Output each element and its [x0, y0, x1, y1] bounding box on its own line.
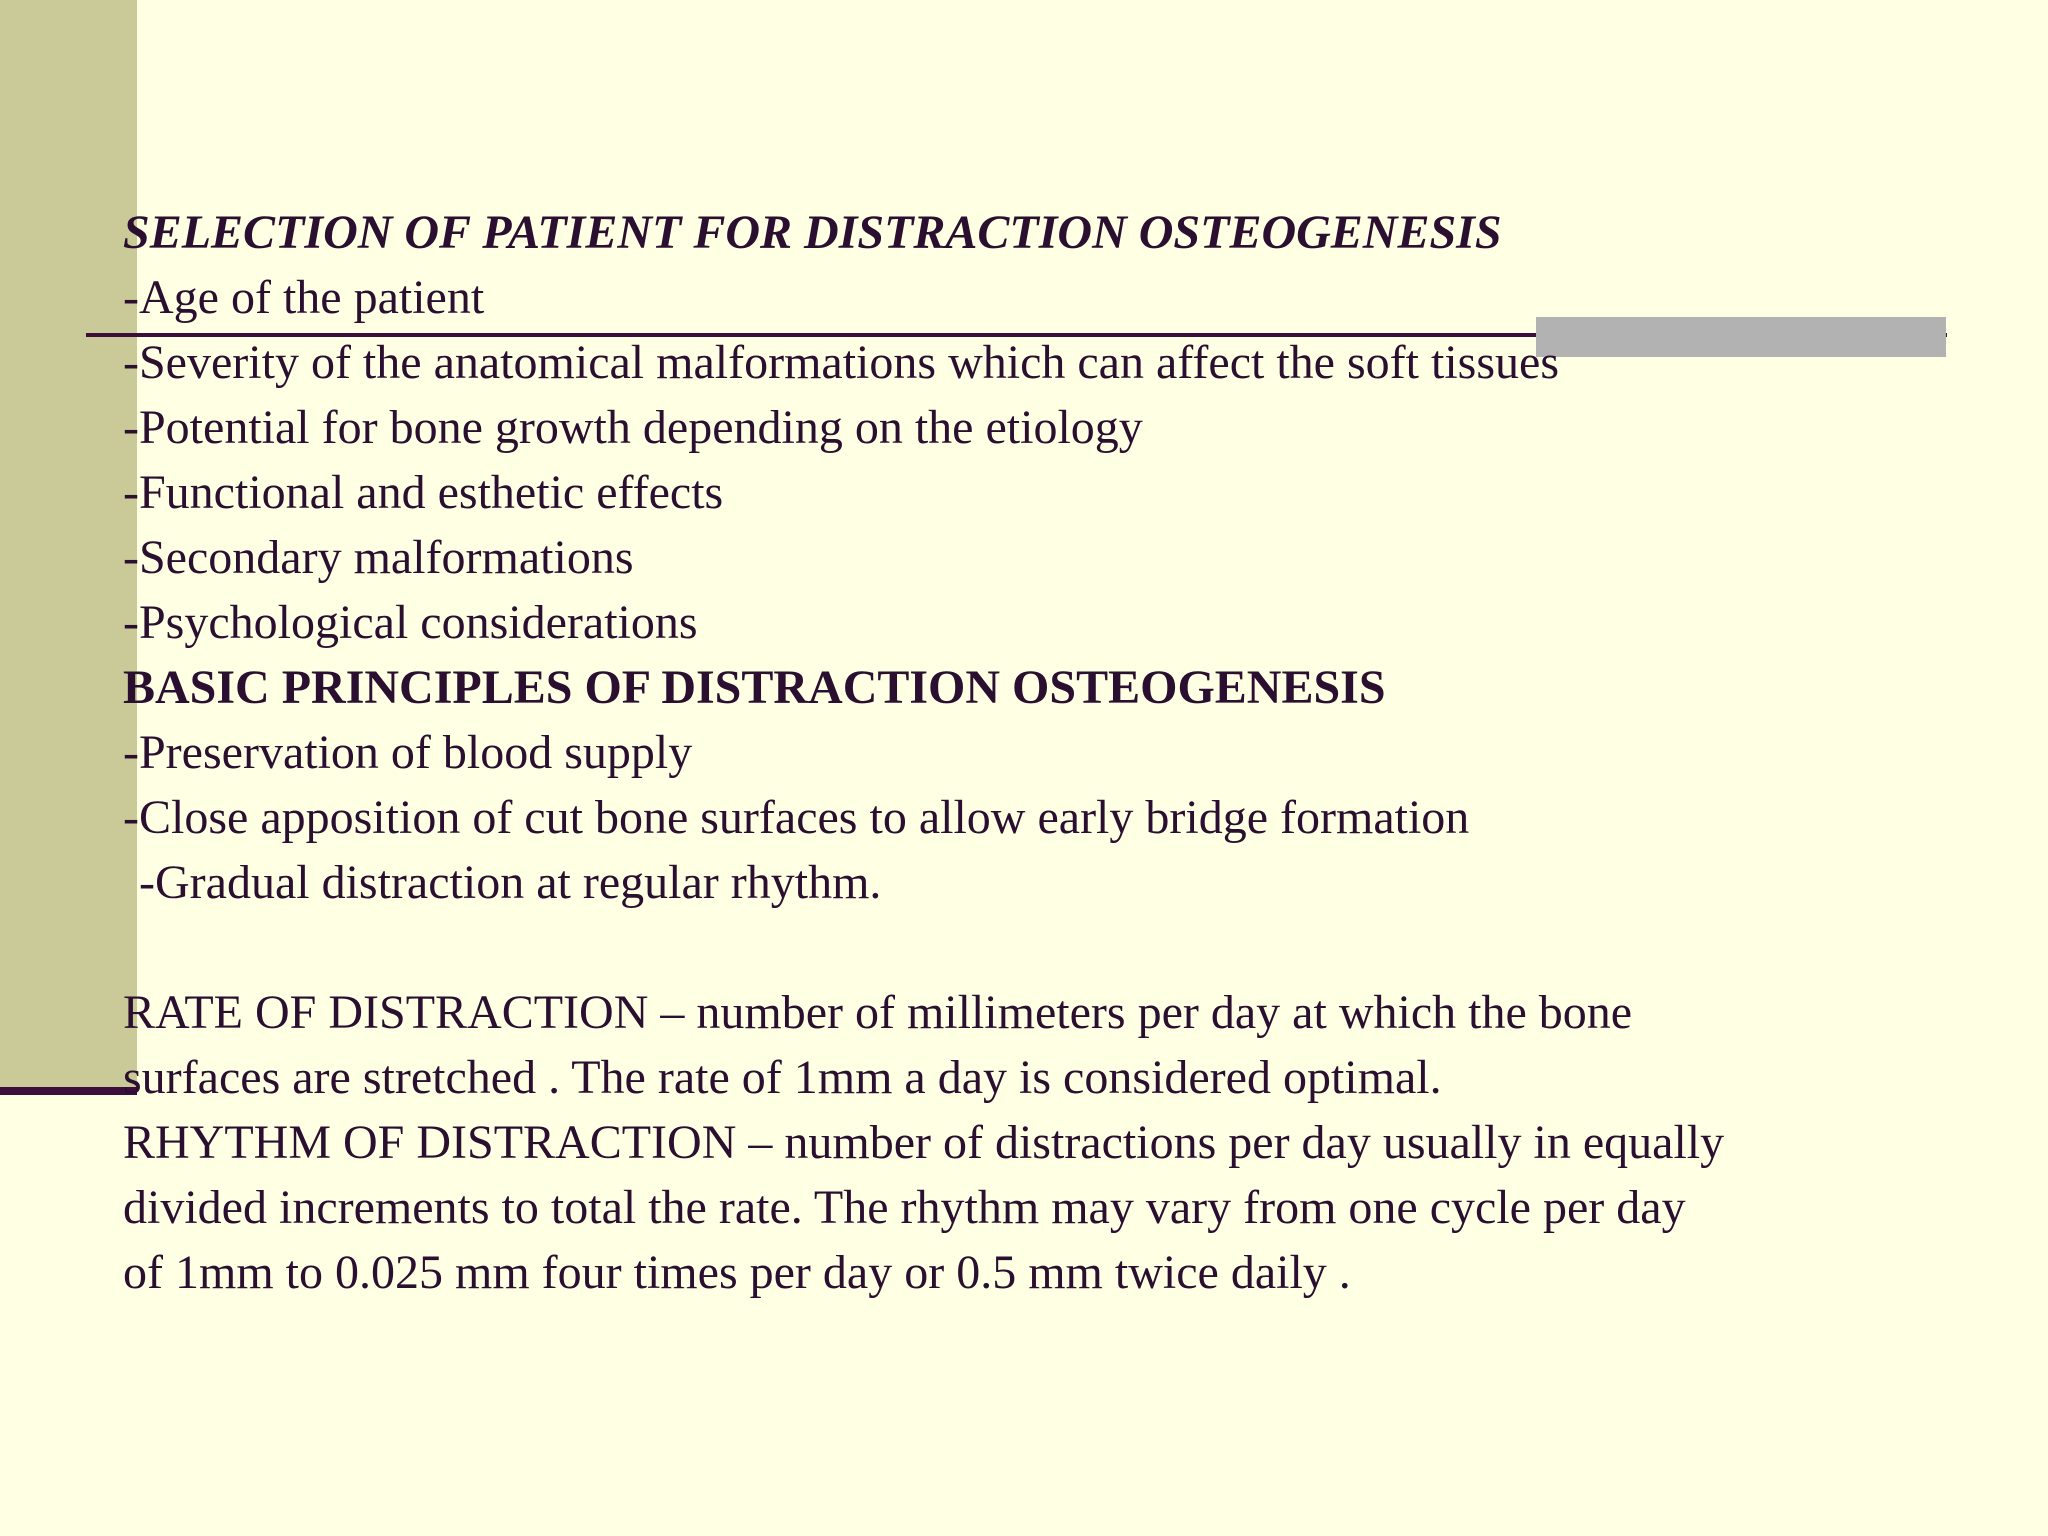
- left-horizontal-rule: [0, 1087, 137, 1095]
- principle-item-apposition: -Close apposition of cut bone surfaces to allow early bridge formation: [123, 791, 1470, 844]
- rate-line-1: RATE OF DISTRACTION – number of millimeters per day at which the bone: [123, 986, 1633, 1039]
- rhythm-line-1: RHYTHM OF DISTRACTION – number of distractions per day usually in equally: [123, 1116, 1725, 1169]
- selection-item-severity: -Severity of the anatomical malformations which can affect the soft tissues: [123, 336, 1559, 389]
- principle-item-blood-supply: -Preservation of blood supply: [123, 726, 693, 779]
- blank-line: [123, 915, 1943, 980]
- selection-item-psychological: -Psychological considerations: [123, 596, 698, 649]
- principles-heading: BASIC PRINCIPLES OF DISTRACTION OSTEOGENESIS: [123, 661, 1386, 714]
- selection-item-secondary: -Secondary malformations: [123, 531, 634, 584]
- selection-item-effects: -Functional and esthetic effects: [123, 466, 724, 519]
- principle-item-gradual: -Gradual distraction at regular rhythm.: [139, 856, 882, 909]
- selection-item-growth: -Potential for bone growth depending on the etiology: [123, 401, 1143, 454]
- left-decorative-bar: [0, 0, 137, 1091]
- slide-body: [123, 200, 1943, 1305]
- selection-item-age: -Age of the patient: [123, 271, 485, 324]
- rhythm-line-3: of 1mm to 0.025 mm four times per day or 0.5 mm twice daily .: [123, 1246, 1351, 1299]
- rhythm-line-2: divided increments to total the rate. The rhythm may vary from one cycle per day: [123, 1181, 1686, 1234]
- rate-line-2: surfaces are stretched . The rate of 1mm a day is considered optimal.: [123, 1051, 1442, 1104]
- selection-heading: SELECTION OF PATIENT FOR DISTRACTION OSTEOGENESIS: [123, 206, 1502, 259]
